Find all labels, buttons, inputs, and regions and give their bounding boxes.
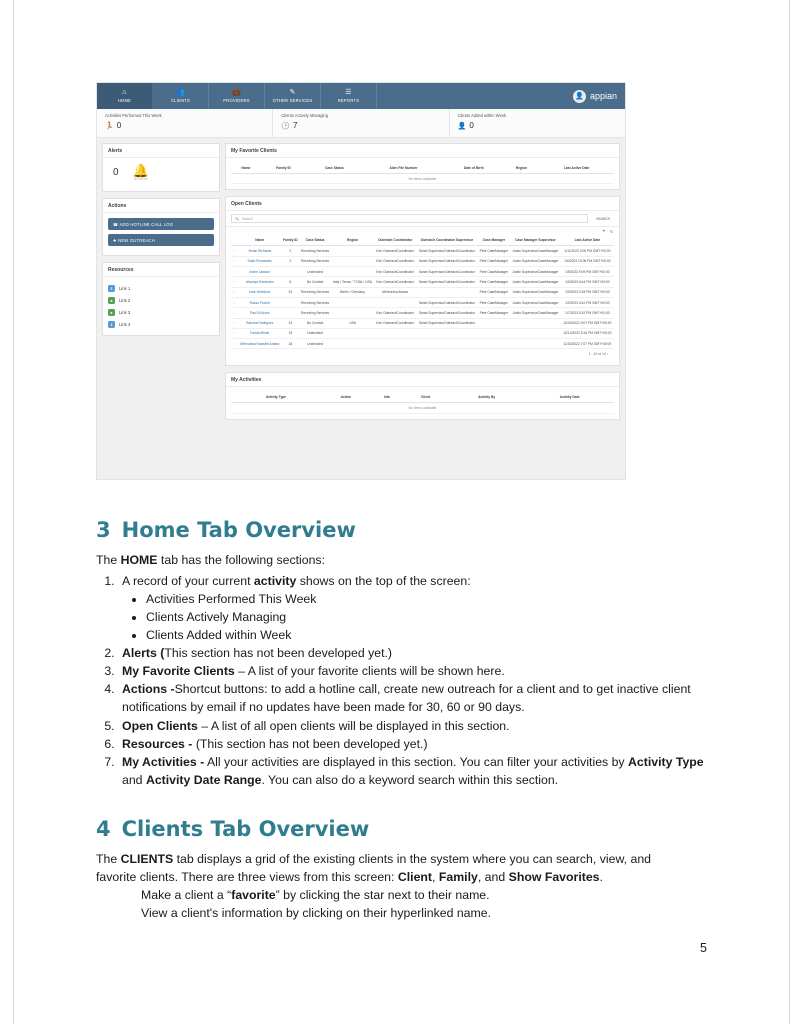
resources-card-body (103, 277, 219, 335)
section-3-intro (96, 552, 696, 570)
body-text: , (432, 869, 439, 884)
column-header[interactable]: Activity Date (525, 392, 614, 403)
add-hotline-call-log-label: ADD HOTLINE CALL LOG (119, 221, 174, 227)
client-name-link[interactable]: Uwe Helmholz (238, 287, 282, 297)
new-outreach-label: NEW OUTREACH (118, 237, 155, 243)
case-manager-supervisor-cell: Justin SupervisorCaseManager (510, 267, 561, 277)
list-icon: ☰ (345, 89, 352, 96)
body-text: ” by clicking the star next to their name. (275, 888, 490, 902)
resource-label: Link 1 (119, 285, 131, 291)
nav-tab-providers-label: PROVIDERS (223, 98, 250, 103)
emphasis-text: My Favorite Clients (122, 664, 235, 679)
last-active-date-cell: 12/14/2022 5:16 PM GMT+00:00 (561, 328, 614, 338)
case-manager-cell: Pete CaseManager (478, 297, 510, 307)
table-row[interactable] (231, 256, 614, 266)
outreach-coordinator-cell: Kim OutreachCoordinator (374, 256, 416, 266)
nav-tab-providers[interactable] (209, 83, 265, 109)
actions-card-body (103, 213, 219, 255)
kpi-row (97, 109, 625, 138)
column-header[interactable]: Case Status (299, 235, 331, 246)
case-status-cell: Receiving Services (299, 256, 331, 266)
app-screenshot-figure (96, 82, 626, 480)
kpi-clients-added-within-week (450, 109, 625, 137)
sub-list-item: • Clients Added within Week (146, 626, 718, 644)
body-text: Shortcut buttons: to add a hotline call, create new outreach for a client and to get inactive client notifications by email if no updates have been made for 30, 60 or 90 days. (122, 682, 691, 715)
table-header-row (231, 163, 614, 174)
resource-link-3[interactable] (108, 306, 214, 318)
search-icon: 🔍 (235, 216, 240, 221)
body-text: (This section has not been developed yet.) (192, 736, 428, 751)
kpi-clients-actively-managing (273, 109, 449, 137)
table-row[interactable] (231, 339, 614, 349)
outreach-coordinator-supervisor-cell: Sarah SupervisorOutreachCoordinator (416, 267, 478, 277)
page-number: 5 (700, 941, 707, 955)
case-status-cell: Receiving Services (299, 297, 331, 307)
search-input[interactable] (231, 214, 588, 223)
kpi-label: Activities Performed This Week (105, 113, 162, 118)
resource-label: Link 3 (119, 309, 131, 315)
column-header[interactable]: Last Active Date (539, 163, 614, 174)
bell-off-icon: 🔔 (132, 163, 149, 178)
family-id-cell: 19 (282, 328, 300, 338)
table-header-row (231, 392, 614, 403)
intro-after: tab has the following sections: (157, 553, 325, 567)
resources-card (102, 262, 220, 336)
list-item (118, 717, 718, 735)
list-item (118, 680, 718, 716)
family-id-cell: 6 (282, 277, 300, 287)
resource-link-1[interactable] (108, 282, 214, 294)
resource-link-4[interactable] (108, 318, 214, 330)
alerts-empty-state (133, 164, 149, 181)
section-4-view-note (141, 905, 701, 923)
resource-label: Link 2 (119, 297, 131, 303)
outreach-coordinator-supervisor-cell: Sarah SupervisorOutreachCoordinator (416, 308, 478, 318)
outreach-coordinator-supervisor-cell: Sarah SupervisorOutreachCoordinator (416, 277, 478, 287)
open-clients-card (225, 196, 620, 366)
body-text: . You can also do a keyword search within this section. (261, 772, 559, 787)
home-icon: ⌂ (122, 89, 127, 96)
case-status-cell: No Contact (299, 318, 331, 328)
case-manager-supervisor-cell (510, 339, 561, 349)
app-top-navigation (97, 83, 625, 109)
case-manager-cell: Pete CaseManager (478, 277, 510, 287)
favorite-star-icon[interactable]: ☆ (231, 277, 238, 287)
kpi-value: 7 (293, 121, 298, 130)
last-active-date-cell: 11/30/2022 7:07 PM GMT+00:00 (561, 339, 614, 349)
region-cell: USA (331, 318, 374, 328)
last-active-date-cell: 1/9/2023 5:42 PM GMT+00:00 (561, 297, 614, 307)
plus-icon: ✚ (113, 237, 117, 243)
section-4-paragraph (96, 851, 678, 887)
client-name-link[interactable]: Vivian Richards (238, 246, 282, 256)
body-text: This section has not been developed yet.) (164, 646, 393, 661)
family-id-cell: 18 (282, 339, 300, 349)
family-id-cell (282, 297, 300, 307)
pdf-icon: ⇓ (109, 285, 114, 291)
sub-list (122, 590, 718, 644)
favorite-column-header (231, 235, 238, 246)
dashboard-left-column (102, 143, 220, 420)
nav-tab-reports[interactable] (321, 83, 377, 109)
kpi-value: 0 (469, 121, 474, 130)
client-name-link[interactable]: Paul St Annis (238, 308, 282, 318)
outreach-coordinator-supervisor-cell (416, 339, 478, 349)
body-text: A record of your current (122, 574, 254, 588)
case-manager-supervisor-cell (510, 318, 561, 328)
my-activities-table (231, 392, 614, 413)
favorite-star-icon[interactable]: ☆ (231, 256, 238, 266)
case-manager-cell: Pete CaseManager (478, 267, 510, 277)
nav-tab-reports-label: REPORTS (337, 98, 360, 103)
emphasis-text: Family (438, 869, 478, 884)
column-header[interactable]: Client (403, 392, 448, 403)
case-status-cell: Undecided (299, 328, 331, 338)
list-item (118, 753, 718, 789)
favorite-star-icon[interactable]: ☆ (231, 246, 238, 256)
case-manager-supervisor-cell: Justin SupervisorCaseManager (510, 246, 561, 256)
open-clients-body (226, 234, 619, 365)
table-row[interactable] (231, 287, 614, 297)
doc-icon: ● (108, 297, 115, 304)
briefcase-icon: 💼 (232, 89, 241, 96)
region-cell: Italy / Texas / 77494 / USA (331, 277, 374, 287)
outreach-coordinator-cell: Kim OutreachCoordinator (374, 308, 416, 318)
table-row[interactable] (231, 308, 614, 318)
case-manager-supervisor-cell: Justin SupervisorCaseManager (510, 277, 561, 287)
outreach-coordinator-cell: Kim OutreachCoordinator (374, 318, 416, 328)
body-text: and (122, 772, 146, 787)
last-active-date-cell: 1/9/2023 9:18 PM GMT+00:00 (561, 287, 614, 297)
runner-icon: 🏃 (105, 122, 114, 130)
doc-icon: ● (108, 309, 115, 316)
body-text: – A list of your favorite clients will be shown here. (234, 664, 505, 679)
column-header[interactable]: Date of Birth (444, 163, 503, 174)
case-status-cell: No Contact (299, 277, 331, 287)
emphasis-text: CLIENTS (120, 852, 174, 866)
table-row[interactable] (231, 297, 614, 307)
list-item (118, 572, 718, 644)
list-item (118, 662, 718, 680)
emphasis-text: Show Favorites (508, 869, 600, 884)
brand-name: appian (589, 91, 617, 101)
case-manager-cell: Pete CaseManager (478, 308, 510, 318)
case-manager-cell (478, 339, 510, 349)
table-empty-row (231, 174, 614, 184)
nav-tab-other-services-label: OTHER SERVICES (272, 98, 313, 103)
section-4-number: 4 (96, 817, 111, 841)
column-header[interactable]: Case Manager (478, 235, 510, 246)
last-active-date-cell: 1/7/2023 5:22 PM GMT+00:00 (561, 308, 614, 318)
list-item (118, 644, 718, 662)
empty-message: No items available (231, 403, 614, 413)
region-cell: Berlin / Germany (331, 287, 374, 297)
client-name-link[interactable]: Russo Pochel (238, 297, 282, 307)
column-header[interactable]: Last Active Date (561, 235, 614, 246)
dashboard-body (97, 138, 625, 425)
favorite-clients-table (231, 163, 614, 184)
table-row[interactable] (231, 267, 614, 277)
case-manager-supervisor-cell (510, 328, 561, 338)
alerts-empty-text: No Alerts (133, 177, 148, 181)
kpi-value-wrap (105, 121, 264, 130)
column-header[interactable]: Region (331, 235, 374, 246)
client-name-link[interactable]: Mehrunisa Hasnath Antara (238, 339, 282, 349)
alerts-card-body (103, 158, 219, 191)
region-cell (331, 256, 374, 266)
section-4-heading (96, 817, 369, 841)
region-cell (331, 267, 374, 277)
section-3-title: Home Tab Overview (121, 518, 356, 542)
outreach-coordinator-supervisor-cell: Sarah SupervisorOutreachCoordinator (416, 256, 478, 266)
column-header[interactable]: Family ID (261, 163, 306, 174)
list-item (118, 735, 718, 753)
resource-label: Link 4 (119, 321, 131, 327)
case-manager-supervisor-cell: Justin SupervisorCaseManager (510, 297, 561, 307)
nav-tab-clients-label: CLIENTS (170, 98, 191, 103)
column-header[interactable]: Case Status (306, 163, 363, 174)
region-cell (331, 328, 374, 338)
body-text: , and (477, 869, 509, 884)
case-manager-supervisor-cell: Justin SupervisorCaseManager (510, 308, 561, 318)
new-outreach-button[interactable] (108, 234, 214, 246)
open-clients-table (231, 235, 614, 349)
section-4-title: Clients Tab Overview (121, 817, 370, 841)
empty-message: No items available (231, 174, 614, 184)
client-name-link[interactable]: Annie Lawson (238, 267, 282, 277)
my-activities-card (225, 372, 620, 419)
case-status-cell: Undecided (299, 267, 331, 277)
search-placeholder: Search (242, 216, 253, 221)
favorite-clients-body (226, 158, 619, 189)
phone-icon: ☎ (113, 221, 119, 227)
add-hotline-call-log-button[interactable] (108, 218, 214, 230)
case-manager-cell: Pete CaseManager (478, 246, 510, 256)
open-clients-toolbar (226, 211, 619, 227)
region-cell (331, 339, 374, 349)
emphasis-text: favorite (231, 888, 276, 902)
refresh-icon[interactable]: ↻ (609, 230, 613, 235)
outreach-coordinator-cell (374, 339, 416, 349)
case-manager-cell: Pete CaseManager (478, 287, 510, 297)
actions-card-title: Actions (103, 199, 219, 213)
favorite-star-icon[interactable]: ☆ (231, 267, 238, 277)
case-status-cell: Receiving Services (299, 308, 331, 318)
emphasis-text: My Activities - (122, 754, 205, 769)
outreach-coordinator-supervisor-cell: Sarah SupervisorOutreachCoordinator (416, 246, 478, 256)
case-manager-supervisor-cell: Justin SupervisorCaseManager (510, 256, 561, 266)
my-activities-body (226, 387, 619, 418)
brand-area (573, 83, 617, 109)
column-header[interactable]: Case Manager Supervisor (510, 235, 561, 246)
outreach-coordinator-cell: Mehrunisa Antara (374, 287, 416, 297)
last-active-date-cell: 1/11/2023 3:05 PM GMT+00:00 (561, 246, 614, 256)
body-text: – A list of all open clients will be displayed in this section. (197, 718, 510, 733)
outreach-coordinator-cell (374, 297, 416, 307)
kpi-value: 0 (116, 121, 122, 130)
favorite-clients-card (225, 143, 620, 190)
favorite-star-icon[interactable]: ☆ (231, 328, 238, 338)
kpi-label: Clients Actively Managing (281, 113, 328, 118)
search-button[interactable]: SEARCH (596, 216, 610, 221)
emphasis-text: Activity Type (628, 754, 704, 769)
clock-icon: 🕑 (281, 122, 291, 130)
pagination-control[interactable]: 1 - 10 of 14 › (588, 352, 608, 357)
emphasis-text: Open Clients (122, 718, 198, 733)
column-header[interactable]: Info (371, 392, 404, 403)
intro-bold: HOME (120, 553, 158, 567)
body-text: Make a client a “ (141, 888, 232, 902)
section-3-list (96, 572, 718, 789)
outreach-coordinator-cell (374, 328, 416, 338)
column-header[interactable]: Name (231, 163, 261, 174)
case-status-cell: Undecided (299, 339, 331, 349)
emphasis-text: Alerts ( (122, 646, 165, 661)
outreach-coordinator-supervisor-cell: Sarah SupervisorOutreachCoordinator (416, 297, 478, 307)
outreach-coordinator-supervisor-cell (416, 287, 478, 297)
outreach-coordinator-cell: Kim OutreachCoordinator (374, 267, 416, 277)
case-manager-cell (478, 328, 510, 338)
intro-before: The (96, 553, 121, 567)
my-activities-title: My Activities (226, 373, 619, 387)
emphasis-text: activity (253, 574, 297, 588)
last-active-date-cell: 1/9/2023 8:44 PM GMT+00:00 (561, 277, 614, 287)
table-empty-row (231, 403, 614, 413)
alerts-card (102, 143, 220, 192)
pdf-icon: ⇓ (109, 321, 114, 327)
case-manager-cell (478, 318, 510, 328)
outreach-coordinator-supervisor-cell: Sarah SupervisorOutreachCoordinator (416, 318, 478, 328)
client-name-link[interactable]: viktoriya Svetmaim (238, 277, 282, 287)
alerts-count: 0 (113, 167, 119, 178)
table-row[interactable] (231, 277, 614, 287)
table-row[interactable] (231, 328, 614, 338)
emphasis-text: Client (397, 869, 433, 884)
actions-card (102, 198, 220, 256)
last-active-date-cell: 1/6/2023 10:06 PM GMT+00:00 (561, 256, 614, 266)
sub-list-item: • Activities Performed This Week (146, 590, 718, 608)
region-cell (331, 297, 374, 307)
family-id-cell: 2 (282, 246, 300, 256)
user-avatar-icon[interactable]: 👤 (573, 90, 586, 103)
favorite-star-icon[interactable]: ☆ (231, 287, 238, 297)
emphasis-text: Actions - (122, 682, 175, 697)
family-id-cell (282, 267, 300, 277)
open-clients-rows (231, 246, 614, 349)
region-cell (331, 246, 374, 256)
column-header[interactable]: Activity By (448, 392, 525, 403)
body-text: View a client's information by clicking on their hyperlinked name. (141, 906, 492, 920)
column-header[interactable]: Activity Type (231, 392, 321, 403)
outreach-coordinator-supervisor-cell (416, 328, 478, 338)
client-name-link[interactable]: Dalia Fernandes (238, 256, 282, 266)
column-header[interactable]: Alien File Number (363, 163, 445, 174)
outreach-coordinator-cell: Kim OutreachCoordinator (374, 246, 416, 256)
person-add-icon: 👤 (457, 122, 467, 130)
body-text: The (96, 852, 121, 866)
people-icon: 👥 (176, 89, 185, 96)
favorite-clients-title: My Favorite Clients (226, 144, 619, 158)
body-text: All your activities are displayed in this section. You can filter your activities by (204, 754, 629, 769)
family-id-cell (282, 308, 300, 318)
case-manager-cell: Pete CaseManager (478, 256, 510, 266)
favorite-star-icon[interactable]: ☆ (231, 318, 238, 328)
client-name-link[interactable]: Sabrina Rodriguez (238, 318, 282, 328)
dashboard-right-column (225, 143, 620, 420)
pencil-icon: ✎ (289, 89, 296, 96)
nav-tab-clients[interactable] (153, 83, 209, 109)
column-header[interactable]: Region (503, 163, 539, 174)
section-4-favorite-note (141, 887, 701, 905)
table-row[interactable] (231, 246, 614, 256)
nav-tab-other-services[interactable] (265, 83, 321, 109)
family-id-cell: 2 (282, 256, 300, 266)
emphasis-text: Activity Date Range (145, 772, 262, 787)
filter-icon[interactable]: ▼ (602, 229, 606, 234)
open-clients-title: Open Clients (226, 197, 619, 211)
outreach-coordinator-cell: Kim OutreachCoordinator (374, 277, 416, 287)
table-row[interactable] (231, 318, 614, 328)
sub-list-item: • Clients Actively Managing (146, 608, 718, 626)
grid-tools (226, 227, 619, 234)
kpi-value-wrap (281, 121, 440, 130)
nav-tab-home-label: HOME (117, 98, 132, 103)
page-right-rule (789, 0, 790, 1024)
favorite-star-icon[interactable]: ☆ (231, 308, 238, 318)
favorite-star-icon[interactable]: ☆ (231, 339, 238, 349)
kpi-activities-performed (97, 109, 273, 137)
kpi-label: Clients Added within Week (457, 113, 507, 118)
column-header[interactable]: Action (321, 392, 371, 403)
body-text: shows on the top of the screen: (296, 574, 471, 588)
favorite-star-icon[interactable]: ☆ (231, 297, 238, 307)
region-cell (331, 308, 374, 318)
family-id-cell: 12 (282, 318, 300, 328)
page-left-rule (13, 0, 14, 1024)
resources-card-title: Resources (103, 263, 219, 277)
kpi-value-wrap (458, 121, 617, 130)
case-status-cell: Receiving Services (299, 287, 331, 297)
column-header[interactable]: Outreach Coordinator Supervisor (416, 235, 478, 246)
emphasis-text: Resources - (122, 736, 193, 751)
body-text: tab displays a grid of the existing clients in the system where you can search, view, and favorite clients. There are three views from this screen: (96, 852, 651, 884)
family-id-cell: 24 (282, 287, 300, 297)
column-header[interactable]: Outreach Coordinator (374, 235, 416, 246)
last-active-date-cell: 12/20/2022 9:07 PM GMT+00:00 (561, 318, 614, 328)
alerts-card-title: Alerts (103, 144, 219, 158)
column-header[interactable]: Name (238, 235, 282, 246)
body-text: . (599, 869, 603, 884)
column-header[interactable]: Family ID (282, 235, 300, 246)
table-header-row (231, 235, 614, 246)
case-manager-supervisor-cell: Justin SupervisorCaseManager (510, 287, 561, 297)
client-name-link[interactable]: Farida Mimin (238, 328, 282, 338)
section-3-heading (96, 518, 356, 542)
resource-link-2[interactable] (108, 294, 214, 306)
last-active-date-cell: 1/9/2023 9:09 PM GMT+00:00 (561, 267, 614, 277)
case-status-cell: Receiving Services (299, 246, 331, 256)
nav-tab-home[interactable] (97, 83, 153, 109)
section-3-number: 3 (96, 518, 111, 542)
